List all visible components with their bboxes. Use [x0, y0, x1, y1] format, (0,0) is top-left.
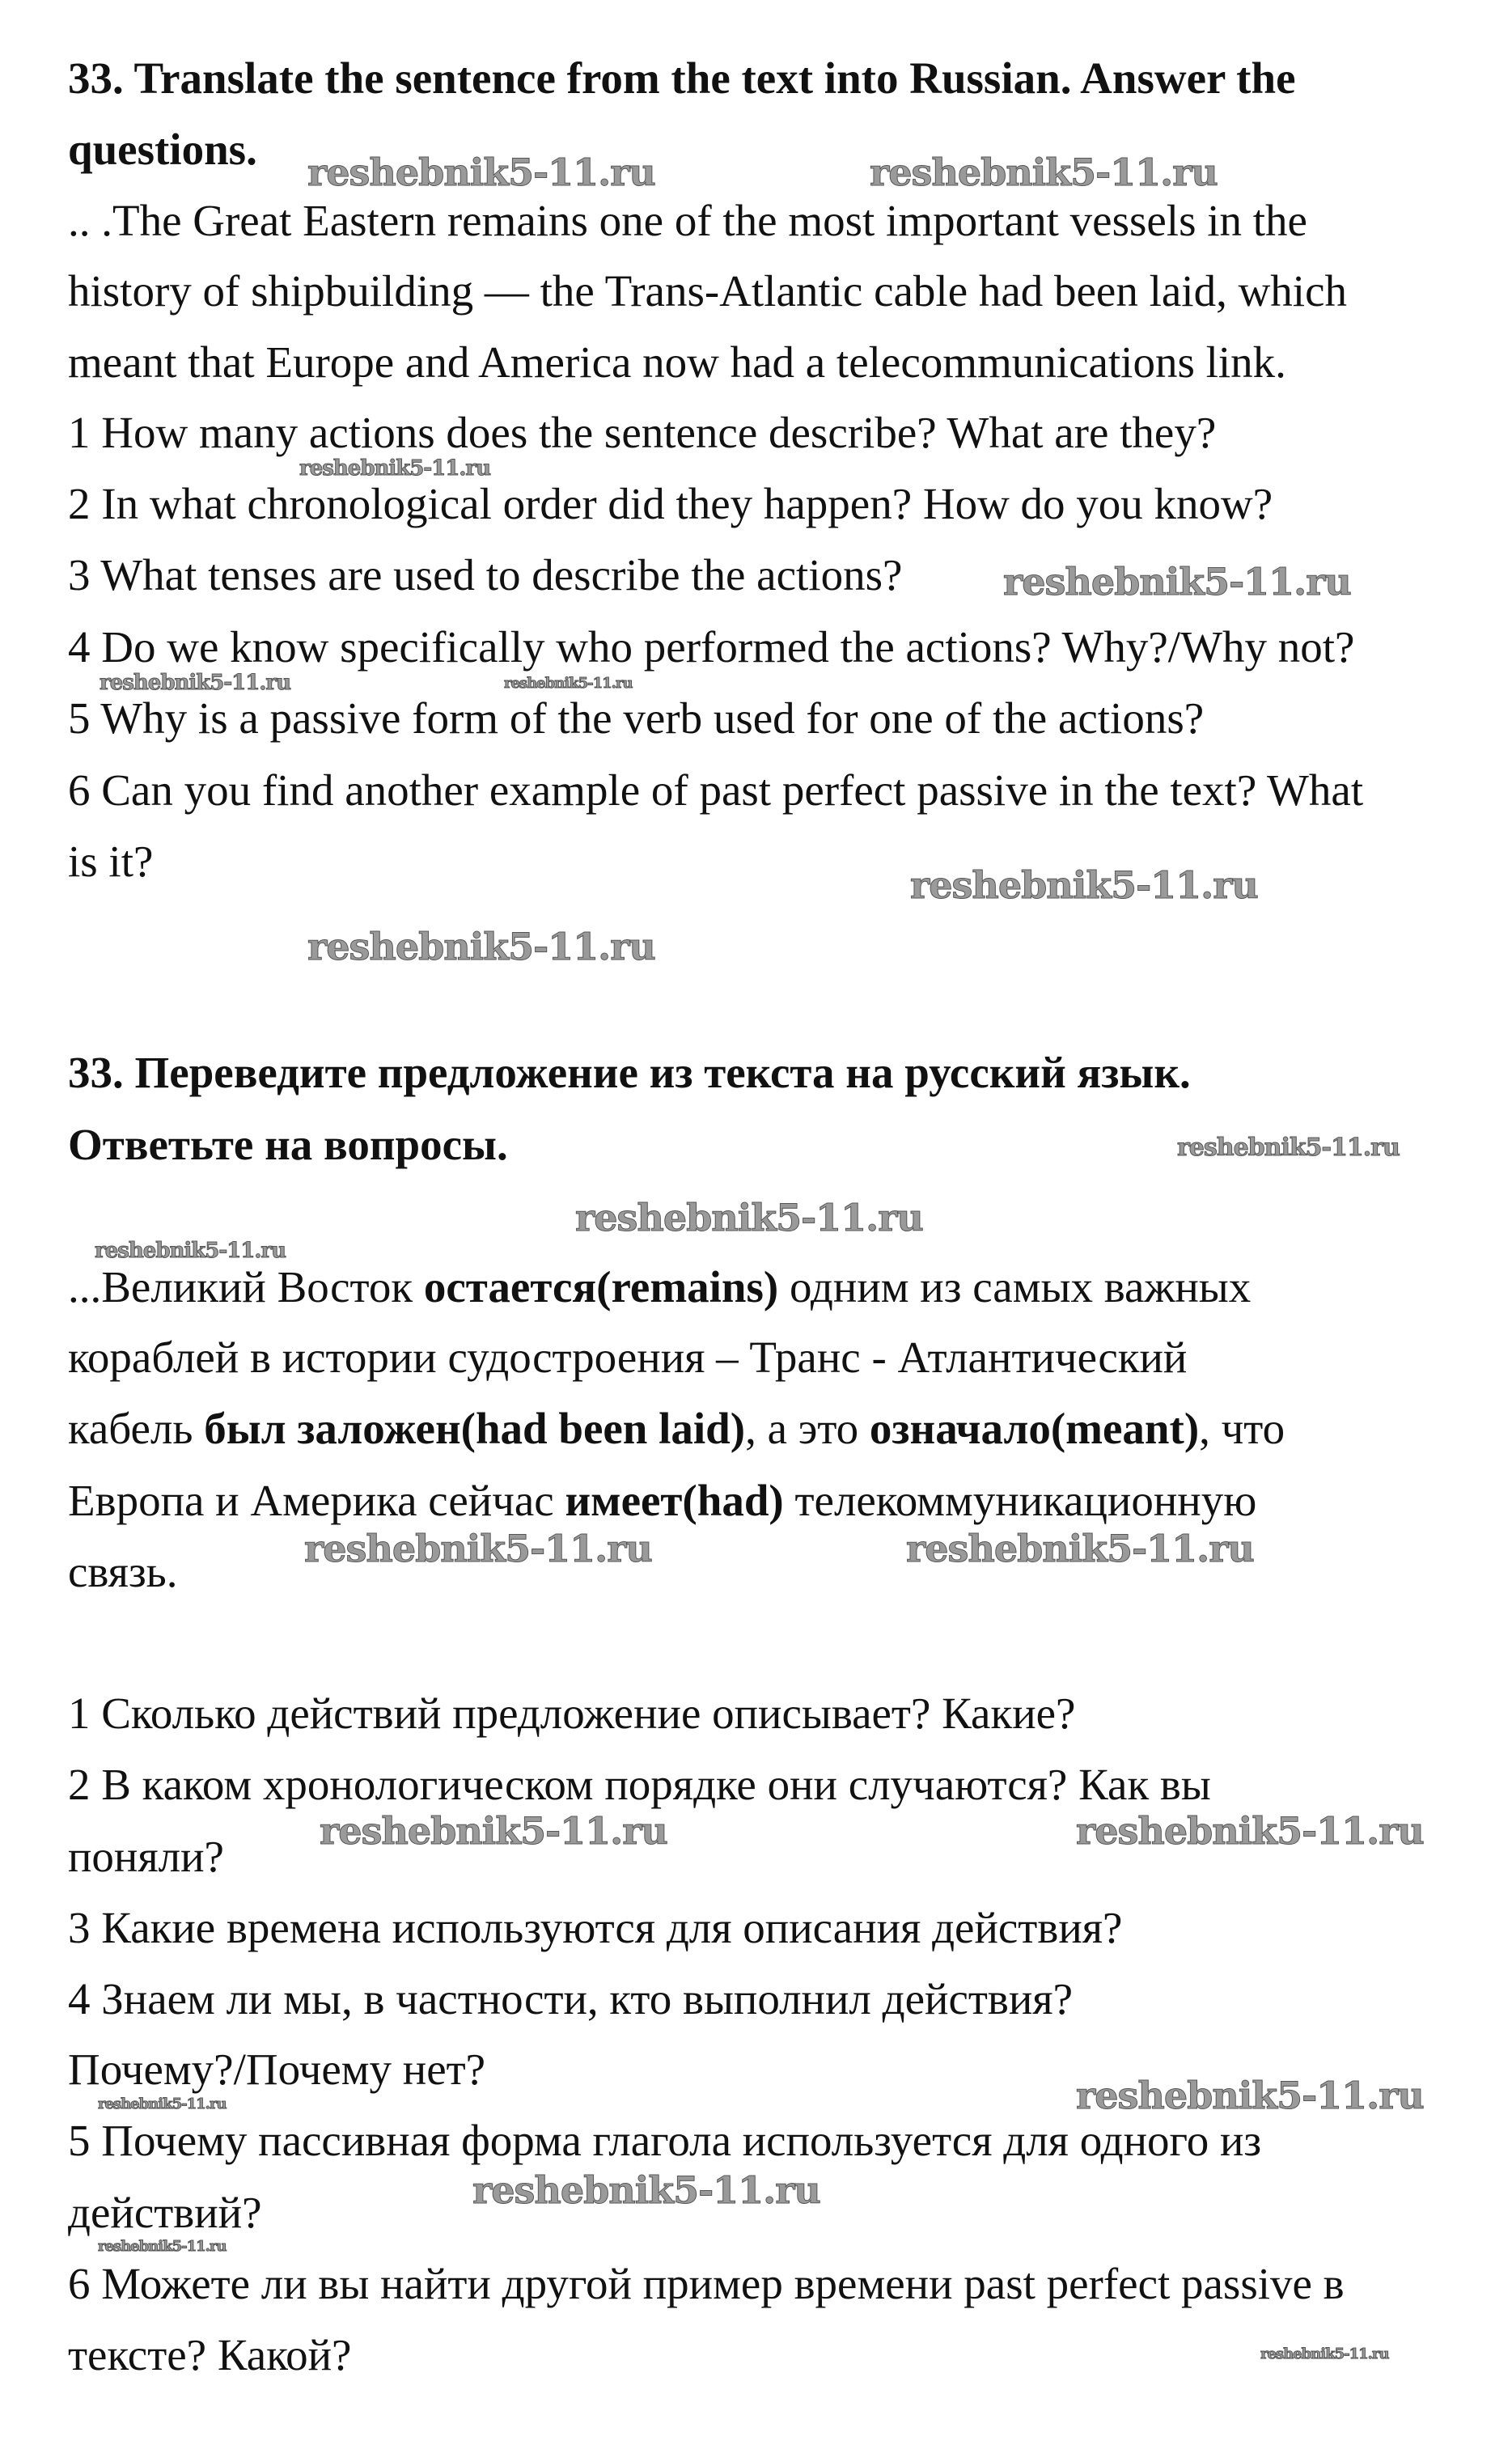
russian-translation-line	[68, 1476, 1256, 1526]
text: , что	[1199, 1404, 1285, 1453]
english-question: is it?	[68, 837, 154, 886]
watermark: reshebnik5-11.ru	[320, 1809, 667, 1853]
russian-translation-line: кораблей в истории судостроения – Транс - Атлантический	[68, 1333, 1188, 1382]
russian-question: тексте? Какой?	[68, 2330, 352, 2379]
highlight-had: имеет(had)	[565, 1476, 784, 1525]
watermark: reshebnik5-11.ru	[906, 1527, 1254, 1570]
russian-question: 2 В каком хронологическом порядке они случаются? Как вы	[68, 1760, 1211, 1809]
russian-question: 6 Можете ли вы найти другой пример времени past perfect passive в	[68, 2259, 1345, 2308]
russian-translation-line	[68, 1404, 1285, 1454]
english-question: 4 Do we know specifically who performed the actions? Why?/Why not?	[68, 622, 1355, 672]
text: , а это	[745, 1404, 870, 1453]
watermark: reshebnik5-11.ru	[100, 671, 291, 695]
english-question: 2 In what chronological order did they happen? How do you know?	[68, 479, 1273, 528]
english-question: 3 What tenses are used to describe the actions?	[68, 550, 903, 600]
watermark: reshebnik5-11.ru	[307, 925, 655, 968]
watermark: reshebnik5-11.ru	[1003, 560, 1351, 604]
english-heading-cont: questions.	[68, 125, 257, 174]
english-question: 6 Can you find another example of past perfect passive in the text? What	[68, 765, 1364, 815]
russian-translation-line	[68, 1262, 1251, 1312]
watermark: reshebnik5-11.ru	[1076, 1809, 1424, 1853]
english-question: 1 How many actions does the sentence describe? What are they?	[68, 408, 1217, 457]
english-sentence-line: .. .The Great Eastern remains one of the most important vessels in the	[68, 196, 1307, 245]
text: ...Великий Восток	[68, 1262, 424, 1311]
english-heading: 33. Translate the sentence from the text into Russian. Answer the	[68, 53, 1296, 103]
russian-question: 3 Какие времена используются для описания действия?	[68, 1903, 1123, 1952]
text: Европа и Америка сейчас	[68, 1476, 565, 1525]
english-sentence-line: meant that Europe and America now had a telecommunications link.	[68, 337, 1286, 387]
text: одним из самых важных	[778, 1262, 1252, 1311]
watermark: reshebnik5-11.ru	[1076, 2074, 1424, 2117]
watermark: reshebnik5-11.ru	[304, 1527, 652, 1570]
watermark: reshebnik5-11.ru	[504, 675, 633, 692]
watermark: reshebnik5-11.ru	[910, 863, 1258, 907]
watermark: reshebnik5-11.ru	[98, 2095, 227, 2112]
english-sentence-line: history of shipbuilding — the Trans-Atlantic cable had been laid, which	[68, 266, 1347, 316]
highlight-remains: остается(remains)	[423, 1262, 779, 1311]
watermark: reshebnik5-11.ru	[1260, 2345, 1389, 2362]
russian-question: 4 Знаем ли мы, в частности, кто выполнил действия?	[68, 1974, 1074, 2023]
watermark: reshebnik5-11.ru	[98, 2238, 227, 2255]
russian-question: действий?	[68, 2188, 262, 2237]
watermark: reshebnik5-11.ru	[1177, 1134, 1400, 1162]
text: кабель	[68, 1404, 205, 1453]
russian-heading-cont: Ответьте на вопросы.	[68, 1120, 508, 1169]
russian-question: 5 Почему пассивная форма глагола используется для одного из	[68, 2116, 1262, 2165]
russian-question: 1 Сколько действий предложение описывает? Какие?	[68, 1689, 1076, 1738]
russian-question: Почему?/Почему нет?	[68, 2045, 486, 2094]
russian-translation-line: связь.	[68, 1547, 178, 1596]
watermark: reshebnik5-11.ru	[472, 2168, 820, 2212]
watermark: reshebnik5-11.ru	[299, 456, 491, 481]
highlight-meant: означало(meant)	[869, 1404, 1200, 1453]
russian-question: поняли?	[68, 1832, 224, 1881]
english-question: 5 Why is a passive form of the verb used for one of the actions?	[68, 693, 1205, 743]
highlight-had-been-laid: был заложен(had been laid)	[204, 1404, 746, 1453]
watermark: reshebnik5-11.ru	[575, 1196, 923, 1239]
watermark: reshebnik5-11.ru	[307, 150, 655, 194]
russian-heading: 33. Переведите предложение из текста на русский язык.	[68, 1048, 1191, 1097]
watermark: reshebnik5-11.ru	[870, 150, 1218, 194]
text: телекоммуникационную	[783, 1476, 1257, 1525]
watermark: reshebnik5-11.ru	[95, 1239, 286, 1263]
